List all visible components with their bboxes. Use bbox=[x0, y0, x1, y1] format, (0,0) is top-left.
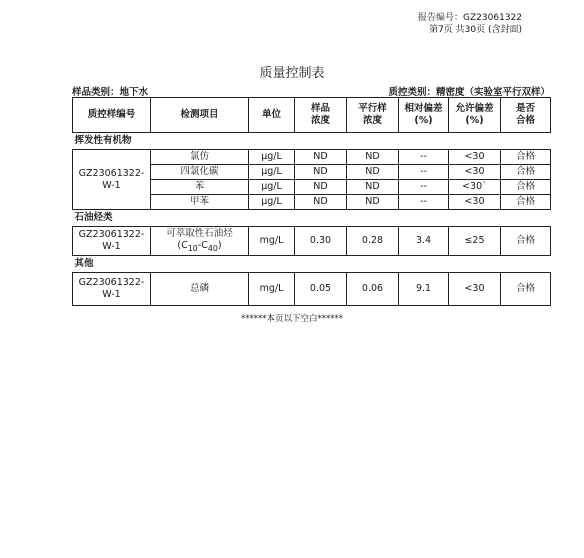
allowed-deviation-cell: ≤25 bbox=[449, 227, 501, 256]
col-header-sample-conc: 样品 浓度 bbox=[295, 98, 347, 133]
item-sub-post: ) bbox=[217, 239, 222, 251]
table-header-row bbox=[73, 98, 551, 133]
table-row bbox=[73, 227, 551, 256]
sample-conc-cell: ND bbox=[295, 165, 347, 180]
item-cell: 四氯化碳 bbox=[151, 165, 249, 180]
unit-cell: μg/L bbox=[249, 165, 295, 180]
group-name: 石油烃类 bbox=[73, 210, 551, 227]
table-row bbox=[73, 273, 551, 306]
report-header bbox=[418, 12, 522, 36]
qualified-cell: 合格 bbox=[501, 150, 551, 165]
qualified-cell: 合格 bbox=[501, 273, 551, 306]
page-info: 第7页 共30页 (含封面) bbox=[429, 25, 522, 35]
relative-deviation-cell: -- bbox=[399, 195, 449, 210]
group-row-voc bbox=[73, 133, 551, 150]
item-cell bbox=[151, 227, 249, 256]
parallel-conc-cell: 0.06 bbox=[347, 273, 399, 306]
allowed-deviation-cell: <30 bbox=[449, 273, 501, 306]
sample-conc-cell: 0.30 bbox=[295, 227, 347, 256]
report-number-label: 报告编号： bbox=[418, 13, 464, 23]
sample-conc-cell: ND bbox=[295, 150, 347, 165]
col-header-parallel-conc: 平行样 浓度 bbox=[347, 98, 399, 133]
col-header-relative-deviation: 相对偏差 (%) bbox=[399, 98, 449, 133]
parallel-conc-cell: ND bbox=[347, 150, 399, 165]
item-cell: 氯仿 bbox=[151, 150, 249, 165]
allowed-deviation-cell: <30` bbox=[449, 180, 501, 195]
unit-cell: μg/L bbox=[249, 180, 295, 195]
item-cell: 苯 bbox=[151, 180, 249, 195]
parallel-conc-cell: ND bbox=[347, 195, 399, 210]
page-title: 质量控制表 bbox=[259, 66, 325, 81]
col-header-sample-id: 质控样编号 bbox=[73, 98, 151, 133]
qualified-cell: 合格 bbox=[501, 195, 551, 210]
meta-row bbox=[72, 84, 550, 96]
qualified-cell: 合格 bbox=[501, 165, 551, 180]
group-row-petroleum bbox=[73, 210, 551, 227]
report-number-line bbox=[418, 12, 522, 24]
parallel-conc-cell: 0.28 bbox=[347, 227, 399, 256]
qc-table bbox=[72, 97, 551, 306]
allowed-deviation-cell: <30 bbox=[449, 195, 501, 210]
allowed-deviation-cell: <30 bbox=[449, 165, 501, 180]
qc-type: 质控类别：精密度（实验室平行双样） bbox=[388, 87, 550, 98]
col-header-unit: 单位 bbox=[249, 98, 295, 133]
table-row bbox=[73, 150, 551, 165]
footer-note: ******本页以下空白****** bbox=[240, 314, 343, 324]
unit-cell: μg/L bbox=[249, 195, 295, 210]
qualified-cell: 合格 bbox=[501, 180, 551, 195]
report-number: GZ23061322 bbox=[463, 13, 522, 23]
parallel-conc-cell: ND bbox=[347, 180, 399, 195]
sample-id-cell: GZ23061322- W-1 bbox=[73, 150, 151, 210]
unit-cell: μg/L bbox=[249, 150, 295, 165]
sample-id-cell: GZ23061322- W-1 bbox=[73, 227, 151, 256]
group-name: 其他 bbox=[73, 256, 551, 273]
sample-conc-cell: ND bbox=[295, 195, 347, 210]
relative-deviation-cell: -- bbox=[399, 165, 449, 180]
qualified-cell: 合格 bbox=[501, 227, 551, 256]
relative-deviation-cell: 3.4 bbox=[399, 227, 449, 256]
item-cell: 甲苯 bbox=[151, 195, 249, 210]
sample-conc-cell: ND bbox=[295, 180, 347, 195]
item-sub-pre: (C bbox=[177, 239, 188, 251]
group-row-other bbox=[73, 256, 551, 273]
item-sub-num1: 10 bbox=[187, 243, 198, 253]
allowed-deviation-cell: <30 bbox=[449, 150, 501, 165]
col-header-allowed-deviation: 允许偏差 (%) bbox=[449, 98, 501, 133]
sample-id-cell: GZ23061322- W-1 bbox=[73, 273, 151, 306]
item-sub-num2: 40 bbox=[207, 243, 218, 253]
unit-cell: mg/L bbox=[249, 273, 295, 306]
relative-deviation-cell: 9.1 bbox=[399, 273, 449, 306]
col-header-qualified: 是否 合格 bbox=[501, 98, 551, 133]
item-main: 可萃取性石油烃 bbox=[166, 227, 233, 239]
col-header-item: 检测项目 bbox=[151, 98, 249, 133]
relative-deviation-cell: -- bbox=[399, 150, 449, 165]
item-sub-mid: -C bbox=[197, 239, 208, 251]
sample-type: 样品类别：地下水 bbox=[72, 87, 149, 98]
item-sub bbox=[153, 240, 246, 255]
sample-conc-cell: 0.05 bbox=[295, 273, 347, 306]
parallel-conc-cell: ND bbox=[347, 165, 399, 180]
group-name: 挥发性有机物 bbox=[73, 133, 551, 150]
item-cell: 总磷 bbox=[151, 273, 249, 306]
relative-deviation-cell: -- bbox=[399, 180, 449, 195]
unit-cell: mg/L bbox=[249, 227, 295, 256]
